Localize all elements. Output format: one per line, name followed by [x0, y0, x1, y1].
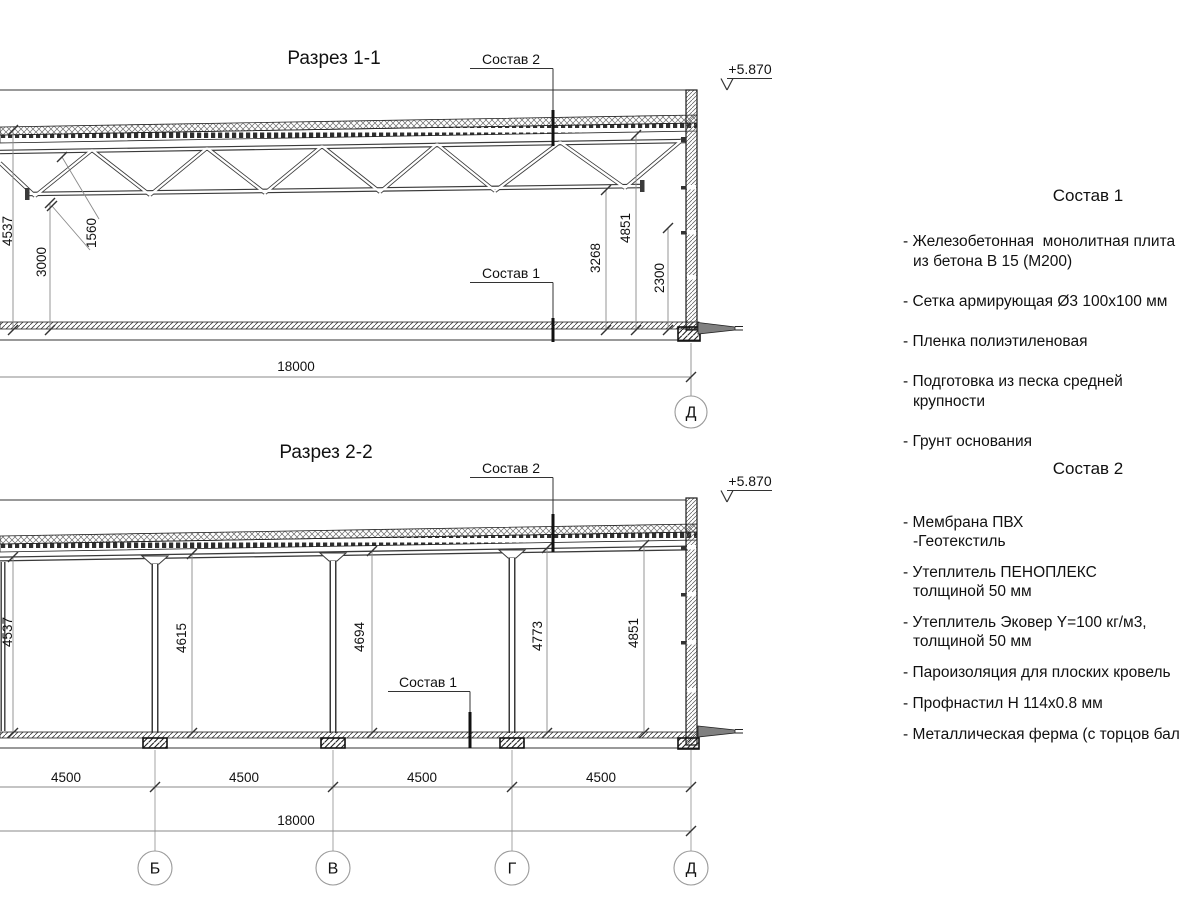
dimension-ticks-1: [8, 125, 673, 335]
wall-joint: [687, 640, 696, 645]
section-2-title: Разрез 2-2: [279, 442, 373, 463]
wall-fixing: [681, 641, 686, 645]
section-2-drawing: [0, 442, 772, 885]
dim-4615-s2: 4615: [174, 622, 189, 654]
column-capital: [142, 556, 168, 564]
wall-joint: [687, 185, 696, 190]
dimensions-right-1: [606, 135, 668, 330]
axis-label-b: Б: [149, 860, 161, 878]
axis-label-g: Г: [507, 860, 517, 878]
legend-1-item: - Сетка армирующая Ø3 100х100 мм: [903, 293, 1168, 310]
legend-1-item: - Пленка полиэтиленовая: [903, 333, 1088, 350]
dimension-ticks-2: [8, 540, 649, 738]
span-dimension-2: [0, 813, 696, 836]
steel-truss: [0, 140, 686, 200]
dimensions-vertical-2: [13, 545, 644, 733]
grid-axis-d-1: [675, 396, 707, 428]
material-legend-1: [903, 186, 1200, 472]
wall-joint: [687, 545, 696, 550]
ground-beam-console: [698, 323, 735, 335]
dim-4694-s2: 4694: [352, 621, 367, 653]
dim-3000-s1: 3000: [34, 246, 49, 278]
grid-extension-lines: [155, 750, 691, 851]
axis-label-v: В: [327, 860, 339, 878]
foundation-pad: [500, 738, 524, 748]
bay-dim-3: 4500: [406, 770, 438, 785]
bay-dimension-line: [0, 770, 696, 792]
callout-sostav1-s1-label: Состав 1: [481, 265, 541, 281]
dim-4537-s2: 4537: [0, 616, 15, 648]
bay-dim-1: 4500: [50, 770, 82, 785]
elevation-value-1: +5.870: [728, 61, 772, 77]
dim-4537-s1: 4537: [0, 215, 15, 247]
truss-end-plate-right: [640, 180, 645, 192]
material-legend-2: [903, 459, 1200, 756]
legend-1-item: - Подготовка из песка средней крупности: [903, 373, 1123, 410]
legend-2-item: - Профнастил Н 114х0.8 мм: [903, 695, 1103, 712]
wall-joint: [687, 275, 696, 280]
wall-foundation-block: [678, 327, 700, 341]
column-capital: [499, 550, 525, 558]
ground-beam-console-2: [698, 726, 735, 737]
dim-1560-s1: 1560: [84, 217, 99, 249]
section-1-drawing: [0, 48, 772, 428]
wall-fixing: [681, 186, 686, 190]
dim-4851-s2: 4851: [626, 617, 641, 649]
wall-joint: [687, 688, 696, 693]
callout-sostav2-s2-label: Состав 2: [481, 460, 541, 476]
legend-2-item: - Утеплитель Эковер Y=100 кг/м3, толщиной 50 мм: [903, 614, 1147, 650]
legend-1-title: Состав 1: [1052, 186, 1124, 205]
floor-slab-1: [0, 322, 743, 341]
wall-joint: [687, 592, 696, 597]
dim-4851-s1: 4851: [618, 212, 633, 244]
roof-assembly-1: [0, 115, 697, 143]
legend-2-item: - Мембрана ПВХ -Геотекстиль: [903, 514, 1024, 550]
elevation-mark-1: [721, 61, 772, 90]
wall-joint: [687, 230, 696, 235]
roof-bearing-nub: [681, 546, 686, 550]
legend-2-item: - Утеплитель ПЕНОПЛЕКС толщиной 50 мм: [903, 564, 1097, 600]
span-dimension-1: [0, 343, 696, 396]
callout-sostav1-s1: [470, 265, 553, 342]
bay-dim-4: 4500: [585, 770, 617, 785]
callout-sostav1-s2-label: Состав 1: [398, 674, 458, 690]
dim-4773-s2: 4773: [530, 620, 545, 652]
grid-axes-2: [138, 851, 708, 885]
foundation-pad: [321, 738, 345, 748]
callout-sostav2-s1-label: Состав 2: [481, 51, 541, 67]
foundation-pad: [678, 738, 699, 749]
columns: [3, 550, 525, 733]
elevation-mark-2: [721, 473, 772, 502]
dim-3268-s1: 3268: [588, 242, 603, 274]
axis-label-d-1: Д: [685, 404, 697, 422]
column-capital: [320, 553, 346, 561]
dim-18000-s1: 18000: [277, 359, 315, 374]
wall-fixing: [681, 593, 686, 597]
axis-label-d-2: Д: [685, 860, 697, 878]
dim-18000-s2: 18000: [277, 813, 315, 828]
legend-1-item: - Грунт основания: [903, 433, 1032, 450]
wall-fixing: [681, 231, 686, 235]
section-1-title: Разрез 1-1: [287, 48, 381, 69]
dim-2300-s1: 2300: [652, 262, 667, 294]
bay-dim-2: 4500: [228, 770, 260, 785]
elevation-value-2: +5.870: [728, 473, 772, 489]
floor-slab-2: [0, 726, 743, 749]
truss-end-plate-left: [25, 188, 30, 200]
legend-2-item: - Металлическая ферма (с торцов бал: [903, 726, 1180, 743]
legend-1-item: - Железобетонная монолитная плита из бетона В 15 (М200): [903, 233, 1176, 270]
legend-2-title: Состав 2: [1052, 459, 1124, 478]
foundation-pad: [143, 738, 167, 748]
roof-bearing-nub: [681, 137, 686, 142]
legend-2-item: - Пароизоляция для плоских кровель: [903, 664, 1171, 681]
